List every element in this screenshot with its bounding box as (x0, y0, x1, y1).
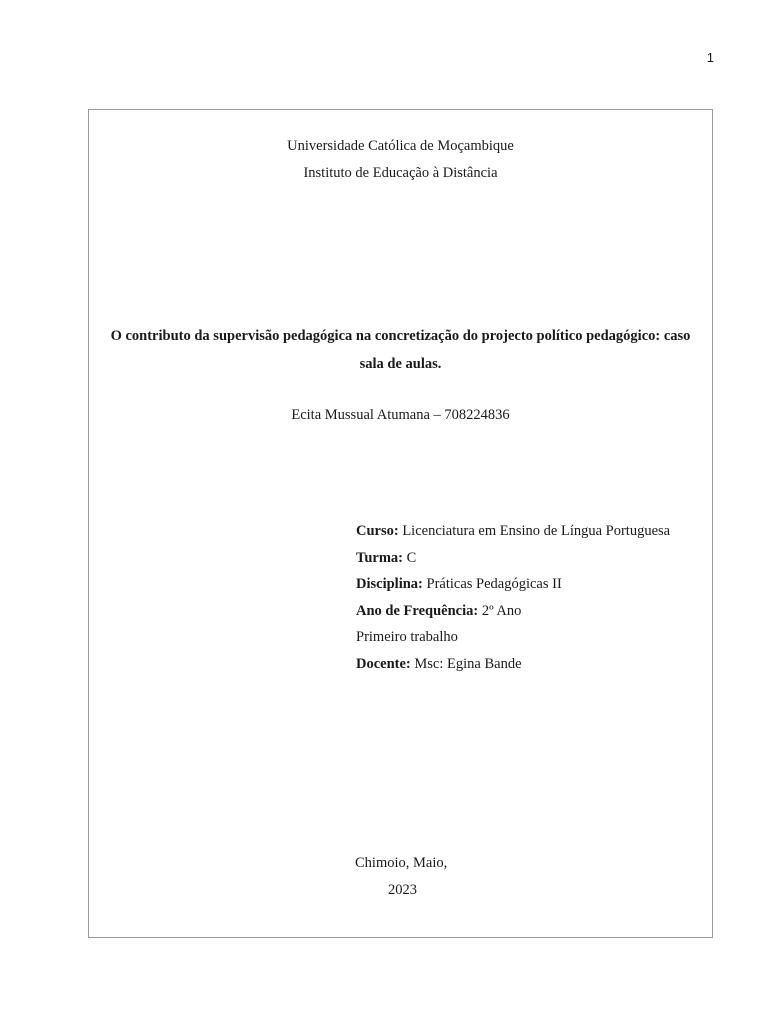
course-details (356, 521, 670, 680)
class-value: C (406, 549, 417, 566)
class-row (356, 548, 670, 575)
lecturer-value: Msc: Egina Bande (414, 655, 522, 672)
class-label: Turma: (356, 549, 403, 566)
subject-value: Práticas Pedagógicas II (426, 576, 562, 592)
subject-row (356, 574, 670, 601)
year: 2023 (388, 882, 417, 898)
page-number: 1 (706, 50, 714, 65)
lecturer-label: Docente: (356, 655, 411, 672)
document-title: O contributo da supervisão pedagógica na concretização do projecto político pedagógico: caso sala de aulas. (110, 328, 691, 372)
year-of-study-row (356, 601, 670, 628)
author-line: Ecita Mussual Atumana – 708224836 (291, 407, 510, 423)
lecturer-row (356, 654, 670, 681)
institute-name: Instituto de Educação à Distância (303, 165, 498, 181)
city-date: Chimoio, Maio, (355, 855, 448, 871)
course-value: Licenciatura em Ensino de Língua Portuguesa (402, 523, 671, 539)
subject-label: Disciplina: (356, 576, 423, 592)
cover-page-frame (88, 109, 713, 938)
course-label: Curso: (356, 523, 399, 539)
institution-name: Universidade Católica de Moçambique (287, 138, 514, 154)
year-of-study-value: 2º Ano (481, 602, 522, 619)
year-of-study-label: Ano de Frequência: (356, 602, 479, 619)
assignment-row: Primeiro trabalho (356, 629, 458, 645)
course-row (356, 521, 670, 548)
